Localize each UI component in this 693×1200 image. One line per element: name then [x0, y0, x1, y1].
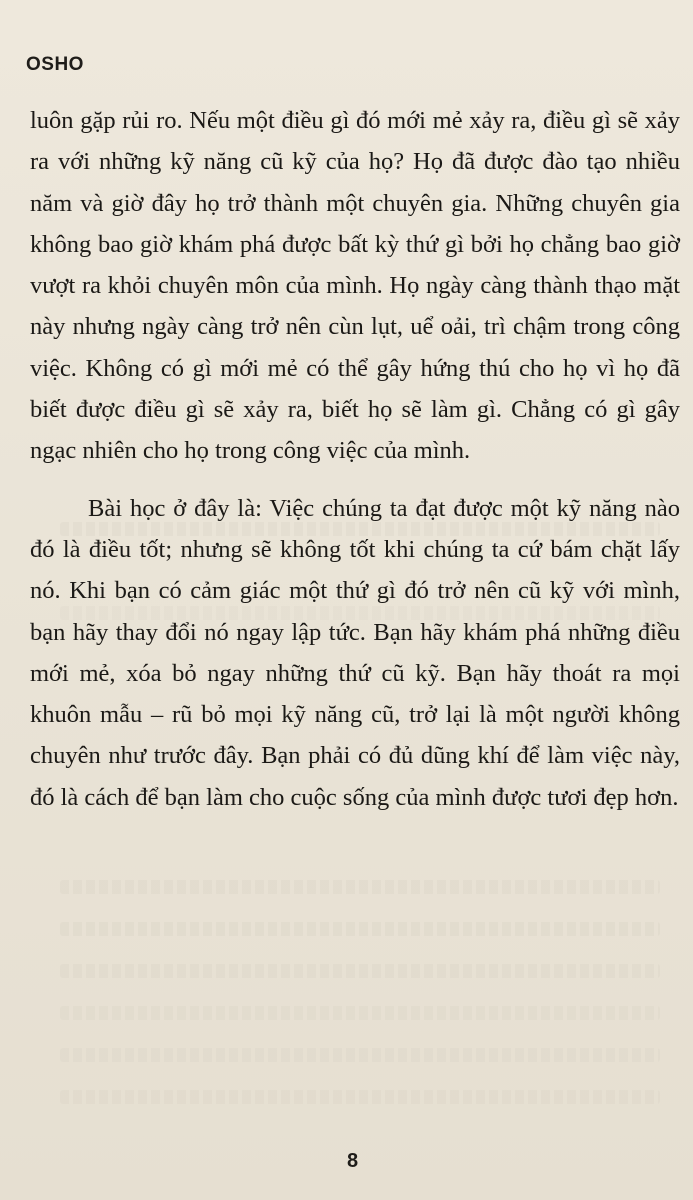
- paragraph-2: Bài học ở đây là: Việc chúng ta đạt được một kỹ năng nào đó là điều tốt; nhưng sẽ không tốt khi chúng ta cứ bám chặt lấy nó. Khi bạn có cảm giác một thứ gì đó trở nên cũ kỹ với mình, bạn hãy thay đổi nó ngay lập tức. Bạn hãy khám phá những điều mới mẻ, xóa bỏ ngay những thứ cũ kỹ. Bạn hãy thoát ra mọi khuôn mẫu – rũ bỏ mọi kỹ năng cũ, trở lại là một người không chuyên như trước đây. Bạn phải có đủ dũng khí để làm việc này, đó là cách để bạn làm cho cuộc sống của mình được tươi đẹp hơn.: [30, 494, 680, 811]
- body-text: [30, 100, 680, 818]
- bleed-through-line: [60, 1006, 660, 1020]
- bleed-through-line: [60, 922, 660, 936]
- running-header-author: OSHO: [26, 54, 84, 75]
- bleed-through-line: [60, 880, 660, 894]
- bleed-through-line: [60, 964, 660, 978]
- page-number: 8: [346, 1150, 359, 1172]
- paragraph-1: luôn gặp rủi ro. Nếu một điều gì đó mới mẻ xảy ra, điều gì sẽ xảy ra với những kỹ năng cũ kỹ của họ? Họ đã được đào tạo nhiều năm và giờ đây họ trở thành một chuyên gia. Những chuyên gia không bao giờ khám phá được bất kỳ thứ gì bởi họ chẳng bao giờ vượt ra khỏi chuyên môn của mình. Họ ngày càng thành thạo mặt này nhưng ngày càng trở nên cùn lụt, uể oải, trì chậm trong công việc. Không có gì mới mẻ có thể gây hứng thú cho họ vì họ đã biết được điều gì sẽ xảy ra, biết họ sẽ làm gì. Chẳng có gì gây ngạc nhiên cho họ trong công việc của mình.: [30, 107, 680, 465]
- bleed-through-line: [60, 1090, 660, 1104]
- bleed-through-line: [60, 1048, 660, 1062]
